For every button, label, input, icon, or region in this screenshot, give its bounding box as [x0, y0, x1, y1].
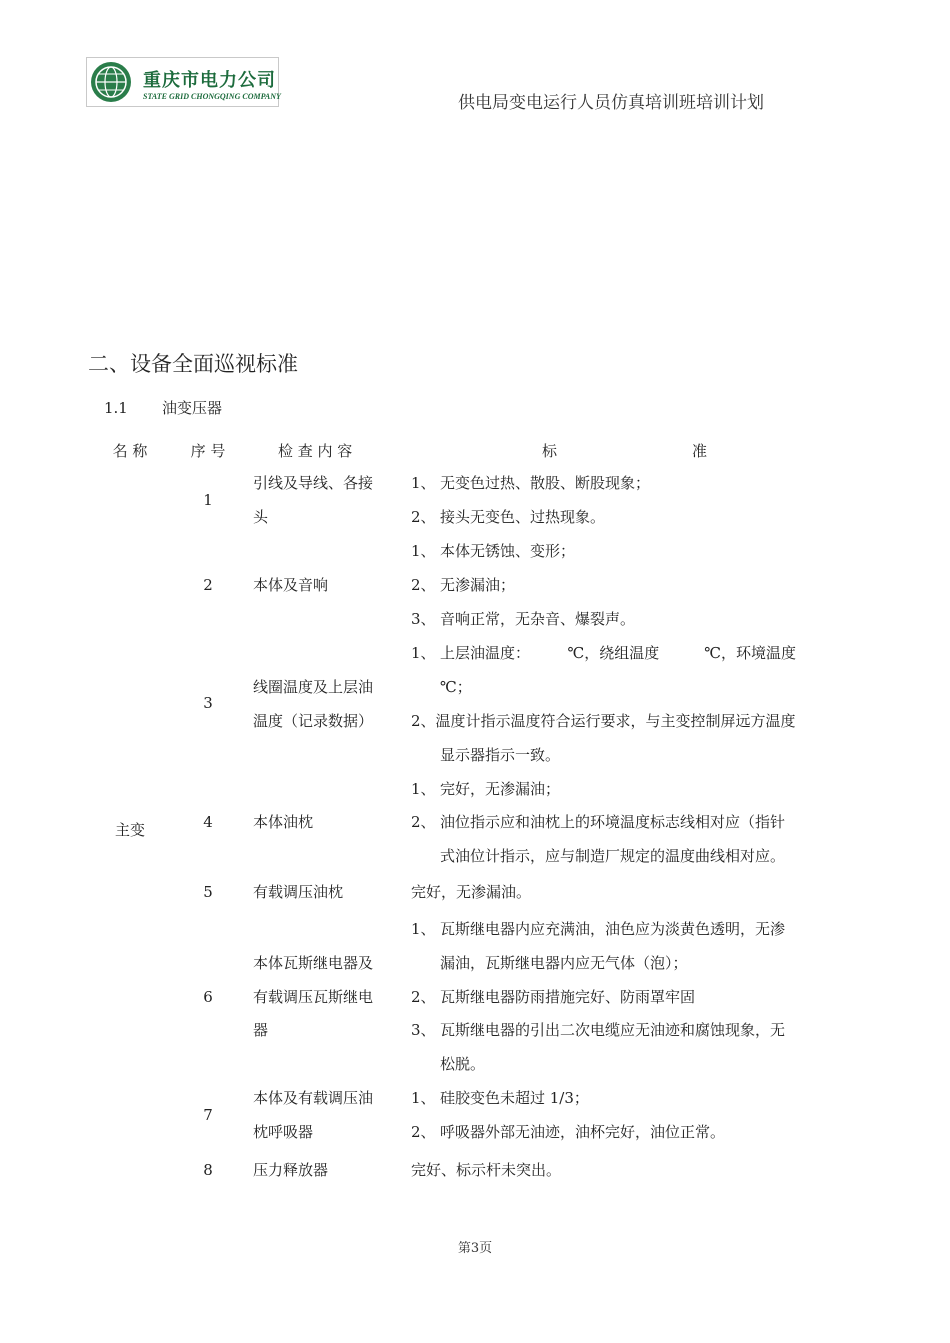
row-1-std-line-2: 2、 接头无变色、过热现象。	[411, 508, 606, 526]
row-7-std-line-1: 1、 硅胶变色未超过 1/3；	[411, 1089, 589, 1107]
row-1-content-line-1: 引线及导线、各接	[253, 474, 374, 492]
row-6-std-line-5: 松脱。	[440, 1055, 486, 1073]
device-name: 主变	[114, 821, 145, 839]
row-6-std-line-1: 1、 瓦斯继电器内应充满油，油色应为淡黄色透明，无渗	[411, 920, 786, 938]
row-7-content-line-1: 本体及有载调压油	[253, 1089, 374, 1107]
logo-chinese-text: 重庆市电力公司	[143, 70, 276, 91]
row-1-content-line-2: 头	[253, 508, 269, 526]
row-2-std-line-3: 3、 音响正常，无杂音、爆裂声。	[411, 610, 636, 628]
header-content: 检 查 内 容	[278, 442, 353, 460]
state-grid-emblem-icon	[89, 60, 133, 104]
header-seq: 序 号	[190, 442, 226, 460]
row-3-std-line-4: 显示器指示一致。	[440, 746, 561, 764]
row-1-seq: 1	[203, 491, 213, 509]
row-6-seq: 6	[203, 988, 213, 1006]
row-2-std-line-2: 2、 无渗漏油；	[411, 576, 516, 594]
row-6-std-line-3: 2、 瓦斯继电器防雨措施完好、防雨罩牢固	[411, 988, 696, 1006]
subsection-title	[104, 397, 222, 418]
row-4-std-line-1: 1、 完好，无渗漏油；	[411, 780, 561, 798]
row-3-seq: 3	[203, 694, 213, 712]
company-logo	[86, 57, 279, 107]
document-header-title: 供电局变电运行人员仿真培训班培训计划	[458, 93, 764, 113]
row-2-std-line-1: 1、 本体无锈蚀、变形；	[411, 542, 576, 560]
logo-english-text: STATE GRID CHONGQING COMPANY	[143, 92, 281, 101]
row-8-seq: 8	[203, 1161, 213, 1179]
row-4-seq: 4	[203, 813, 213, 831]
row-4-content-line-1: 本体油枕	[253, 813, 314, 831]
row-3-content-line-2: 温度（记录数据）	[253, 712, 374, 730]
row-4-std-line-3: 式油位计指示，应与制造厂规定的温度曲线相对应。	[440, 847, 786, 865]
subsection-name: 油变压器	[162, 399, 223, 417]
header-standard-left: 标	[542, 442, 558, 460]
row-5-content-line-1: 有载调压油枕	[253, 883, 344, 901]
row-6-content-line-3: 器	[253, 1021, 269, 1039]
row-8-content-line-1: 压力释放器	[253, 1161, 329, 1179]
row-3-std-line-3: 2、温度计指示温度符合运行要求，与主变控制屏远方温度	[411, 712, 796, 730]
row-2-content-line-1: 本体及音响	[253, 576, 329, 594]
section-title: 二、设备全面巡视标准	[88, 352, 298, 376]
header-standard-right: 准	[692, 442, 708, 460]
row-5-seq: 5	[203, 883, 213, 901]
row-6-content-line-2: 有载调压瓦斯继电	[253, 988, 374, 1006]
row-6-content-line-1: 本体瓦斯继电器及	[253, 954, 374, 972]
subsection-number: 1.1	[104, 399, 128, 417]
row-7-std-line-2: 2、 呼吸器外部无油迹，油杯完好，油位正常。	[411, 1123, 726, 1141]
row-3-std-line-2: ℃；	[440, 678, 472, 696]
row-3-std-line-1: 1、 上层油温度： ℃，绕组温度 ℃，环境温度	[411, 644, 797, 662]
row-1-std-line-1: 1、 无变色过热、散股、断股现象；	[411, 474, 651, 492]
row-3-content-line-1: 线圈温度及上层油	[253, 678, 374, 696]
row-6-std-line-4: 3、 瓦斯继电器的引出二次电缆应无油迹和腐蚀现象，无	[411, 1021, 786, 1039]
row-8-std-line-1: 完好、标示杆未突出。	[411, 1161, 562, 1179]
page-number: 第3页	[457, 1241, 493, 1256]
row-5-std-line-1: 完好，无渗漏油。	[411, 883, 532, 901]
row-2-seq: 2	[203, 576, 213, 594]
row-7-content-line-2: 枕呼吸器	[253, 1123, 314, 1141]
row-6-std-line-2: 漏油，瓦斯继电器内应无气体（泡）；	[440, 954, 688, 972]
header-name: 名 称	[112, 442, 148, 460]
row-4-std-line-2: 2、 油位指示应和油枕上的环境温度标志线相对应（指针	[411, 813, 786, 831]
row-7-seq: 7	[203, 1106, 213, 1124]
